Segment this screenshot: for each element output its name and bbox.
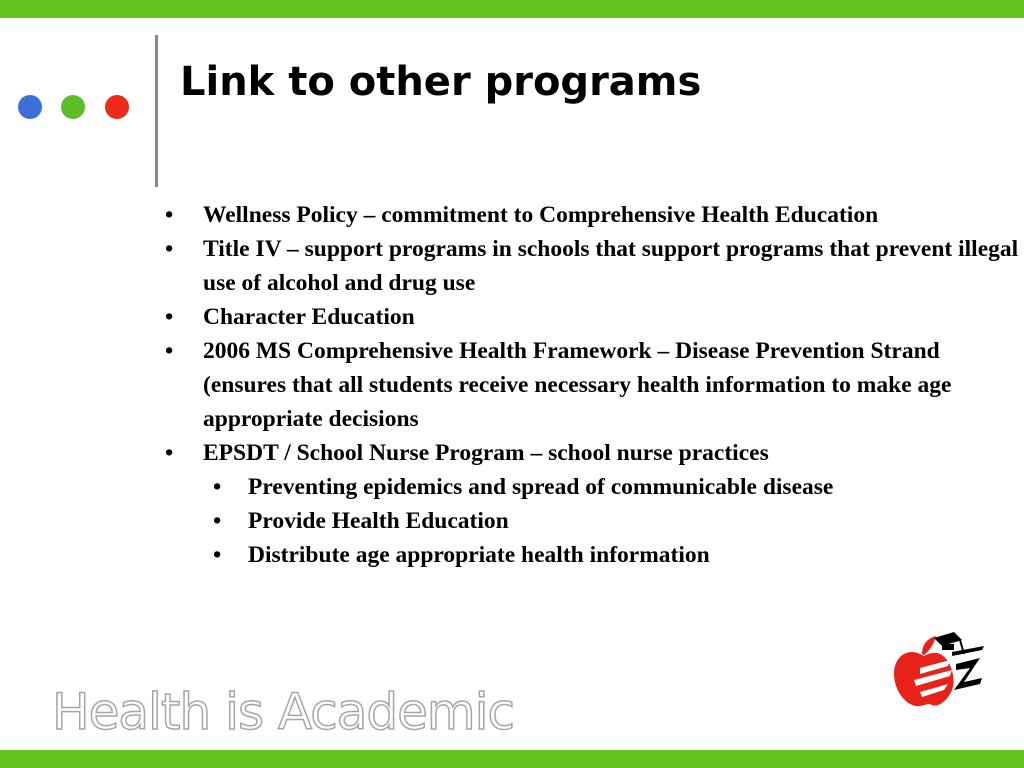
sub-bullet-item <box>160 470 1020 504</box>
apple-logo-icon <box>890 630 986 710</box>
bullet-text: 2006 MS Comprehensive Health Framework – Disease Prevention Strand (ensures that all students receive necessary health information to make age appropriate decisions <box>203 338 952 432</box>
bullet-item <box>160 198 1020 232</box>
blue-dot <box>18 95 42 119</box>
bullet-text: EPSDT / School Nurse Program – school nurse practices <box>203 440 769 466</box>
bullet-text: Preventing epidemics and spread of communicable disease <box>248 474 834 500</box>
sub-bullet-item <box>160 504 1020 538</box>
red-dot <box>105 95 129 119</box>
bottom-green-bar <box>0 750 1024 768</box>
bullet-list <box>160 198 1020 572</box>
bullet-text: Distribute age appropriate health information <box>248 542 710 568</box>
bullet-text: Provide Health Education <box>248 508 509 534</box>
bullet-marker: • <box>165 338 174 364</box>
bullet-marker: • <box>165 202 174 228</box>
cap-top <box>934 632 962 646</box>
apple-leaf <box>922 636 936 655</box>
logo-brush-stroke <box>954 658 982 690</box>
footer-brand-text: Health is Academic <box>52 683 514 741</box>
bullet-marker: • <box>165 440 174 466</box>
slide-title: Link to other programs <box>180 59 702 105</box>
bullet-marker: • <box>213 474 222 500</box>
cap-band <box>942 644 954 650</box>
top-green-bar <box>0 0 1024 18</box>
title-divider-line <box>155 35 158 187</box>
bullet-marker: • <box>213 508 222 534</box>
bullet-text: Title IV – support programs in schools that support programs that prevent illegal use of alcohol and drug use <box>203 236 1019 296</box>
bullet-item <box>160 300 1020 334</box>
bullet-marker: • <box>213 542 222 568</box>
bullet-item <box>160 232 1020 300</box>
bullet-text: Wellness Policy – commitment to Comprehensive Health Education <box>203 202 879 228</box>
bullet-item <box>160 436 1020 470</box>
bullet-item <box>160 334 1020 436</box>
bullet-marker: • <box>165 236 174 262</box>
logo-brush-stroke <box>952 646 984 656</box>
bullet-marker: • <box>165 304 174 330</box>
bullet-text: Character Education <box>203 304 415 330</box>
sub-bullet-item <box>160 538 1020 572</box>
green-dot <box>61 95 85 119</box>
